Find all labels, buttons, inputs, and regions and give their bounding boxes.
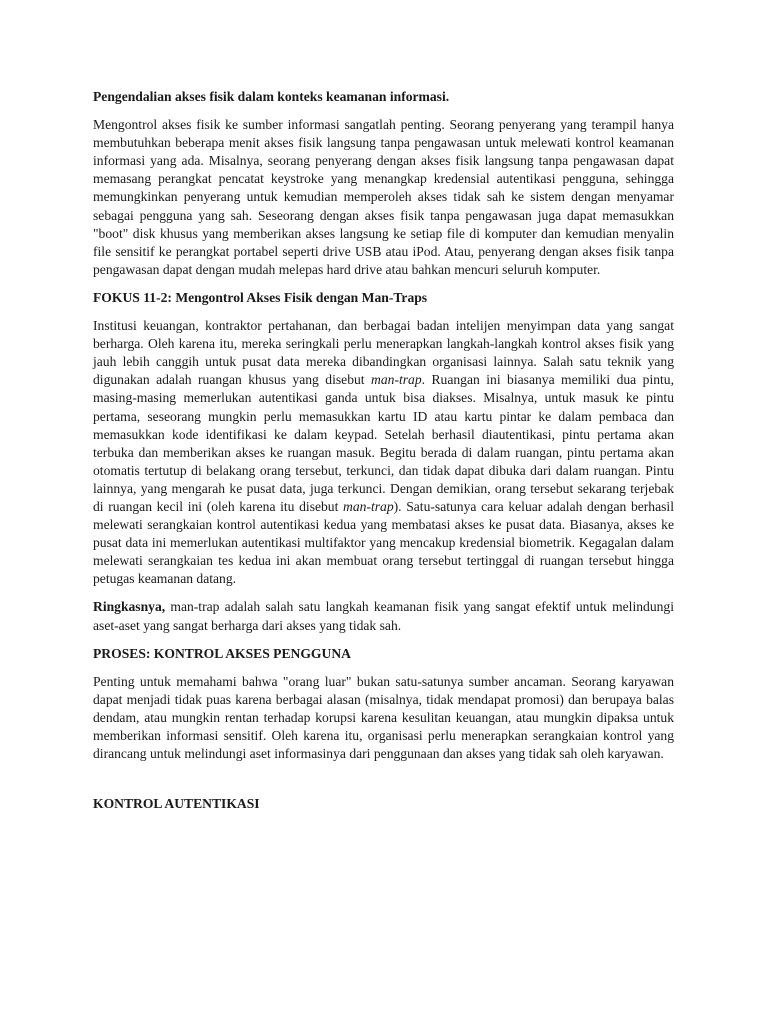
intro-paragraph: Mengontrol akses fisik ke sumber informasi sangatlah penting. Seorang penyerang yang terampil hanya membutuhkan beberapa menit akses fisik langsung tanpa pengawasan untuk melewati kontrol keamanan informasi yang ada. Misalnya, seorang penyerang dengan akses fisik langsung tanpa pengawasan dapat memasang perangkat pencatat keystroke yang menangkap kredensial autentikasi pengguna, sehingga memungkinkan penyerang untuk kemudian memperoleh akses tidak sah ke sistem dengan menyamar sebagai pengguna yang sah. Seseorang dengan akses fisik tanpa pengawasan juga dapat memasukkan "boot" disk khusus yang memberikan akses langsung ke setiap file di komputer dan kemudian menyalin file sensitif ke perangkat portabel seperti drive USB atau iPod. Atau, penyerang dengan akses fisik tanpa pengawasan dapat dengan mudah melepas hard drive atau bahkan mencuri seluruh komputer. — [93, 117, 674, 277]
mantrap-text-2: . Ruangan ini biasanya memiliki dua pintu, masing-masing memerlukan autentikasi ganda untuk bisa diakses. Misalnya, untuk masuk ke pintu pertama, seseorang mungkin perlu memasukkan kartu ID atau kartu pintar ke dalam pembaca dan memasukkan kode identifikasi ke dalam keypad. Setelah berhasil diautentikasi, pintu pertama akan terbuka dan memberikan akses ke ruangan masuk. Begitu berada di dalam ruangan, pintu pertama akan otomatis tertutup di belakang orang tersebut, terkunci, dan tidak dapat dibuka dari dalam ruangan. Pintu lainnya, yang mengarah ke pusat data, juga terkunci. Dengan demikian, orang tersebut sekarang terjebak di ruangan kecil ini (oleh karena itu disebut — [93, 372, 675, 514]
summary-text: man-trap adalah salah satu langkah keamanan fisik yang sangat efektif untuk melindungi aset-aset yang sangat berharga dari akses yang tidak sah. — [93, 599, 674, 633]
summary-paragraph — [93, 598, 674, 634]
section-title: Pengendalian akses fisik dalam konteks keamanan informasi. — [93, 89, 450, 104]
focus-heading: FOKUS 11-2: Mengontrol Akses Fisik dengan Man-Traps — [93, 289, 428, 305]
mantrap-text-3: ). Satu-satunya cara keluar adalah dengan berhasil melewati serangkaian kontrol autentikasi kedua yang membatasi akses ke pusat data. Biasanya, akses ke pusat data ini memerlukan autentikasi multifaktor yang mencakup kredensial biometrik. Kegagalan dalam melewati serangkaian tes kedua ini akan membuat orang tersebut tertinggal di ruangan tersebut hingga petugas keamanan datang. — [93, 498, 674, 587]
mantrap-term-1: man-trap — [371, 372, 422, 388]
spacer — [93, 773, 674, 795]
process-heading: PROSES: KONTROL AKSES PENGGUNA — [93, 645, 351, 661]
mantrap-paragraph — [93, 317, 674, 588]
document-page — [93, 88, 674, 823]
mantrap-term-2: man-trap — [343, 498, 394, 514]
summary-label: Ringkasnya, — [93, 599, 166, 615]
auth-heading: KONTROL AUTENTIKASI — [93, 796, 260, 812]
process-paragraph: Penting untuk memahami bahwa "orang luar" bukan satu-satunya sumber ancaman. Seorang karyawan dapat menjadi tidak puas karena berbagai alasan (misalnya, tidak mendapat promosi) dan berupaya balas dendam, atau mungkin rentan terhadap korupsi karena kesulitan keuangan, atau mungkin dipaksa untuk memberikan informasi sensitif. Oleh karena itu, organisasi perlu menerapkan serangkaian kontrol yang dirancang untuk melindungi aset informasinya dari penggunaan dan akses yang tidak sah oleh karyawan. — [93, 673, 674, 762]
mantrap-text-1: Institusi keuangan, kontraktor pertahanan, dan berbagai badan intelijen menyimpan data yang sangat berharga. Oleh karena itu, mereka seringkali perlu menerapkan langkah-langkah kontrol akses fisik yang jauh lebih canggih untuk pusat data mereka dibandingkan organisasi lainnya. Salah satu teknik yang digunakan adalah ruangan khusus yang disebut — [93, 318, 674, 388]
